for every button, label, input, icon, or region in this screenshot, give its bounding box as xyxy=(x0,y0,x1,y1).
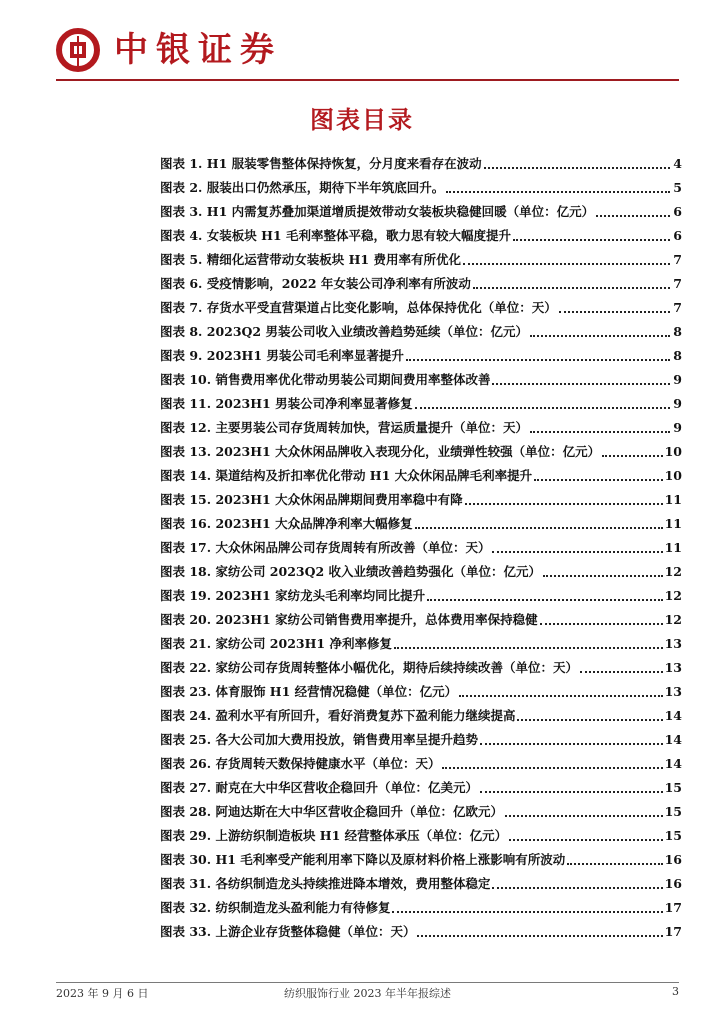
footer-report-title: 纺织服饰行业 2023 年半年报综述 xyxy=(284,987,451,1000)
page-footer xyxy=(56,985,679,1001)
toc-item-label: 图表 23. 体育服饰 H1 经营情况稳健（单位：亿元） xyxy=(160,684,458,699)
toc-dot-leader xyxy=(392,910,662,913)
toc-dot-leader xyxy=(480,742,663,745)
toc-item[interactable] xyxy=(160,535,682,559)
toc-item-page: 16 xyxy=(664,875,682,891)
toc-item[interactable] xyxy=(160,343,682,367)
toc-item-label: 图表 13. 2023H1 大众休闲品牌收入表现分化，业绩弹性较强（单位：亿元） xyxy=(160,444,601,459)
toc-dot-leader xyxy=(543,574,663,577)
toc-item[interactable] xyxy=(160,847,682,871)
toc-item-page: 15 xyxy=(664,827,682,843)
toc-item-page: 12 xyxy=(664,587,682,603)
toc-item[interactable] xyxy=(160,895,682,919)
toc-dot-leader xyxy=(530,334,670,337)
toc-item-page: 14 xyxy=(664,755,682,771)
toc-dot-leader xyxy=(442,766,662,769)
toc-item[interactable] xyxy=(160,751,682,775)
toc-item-label: 图表 7. 存货水平受直营渠道占比变化影响，总体保持优化（单位：天） xyxy=(160,300,557,315)
toc-dot-leader xyxy=(602,454,662,457)
toc-item-label: 图表 31. 各纺织制造龙头持续推进降本增效，费用整体稳定 xyxy=(160,876,491,891)
toc-item[interactable] xyxy=(160,775,682,799)
toc-dot-leader xyxy=(540,622,663,625)
toc-item-label: 图表 12. 主要男装公司存货周转加快，营运质量提升（单位：天） xyxy=(160,420,528,435)
header-divider xyxy=(56,79,679,81)
toc-item-page: 15 xyxy=(664,779,682,795)
toc-item-label: 图表 21. 家纺公司 2023H1 净利率修复 xyxy=(160,636,392,651)
toc-item-page: 16 xyxy=(664,851,682,867)
toc-item-page: 17 xyxy=(664,899,682,915)
toc-item-page: 4 xyxy=(673,155,682,171)
toc-dot-leader xyxy=(534,478,662,481)
toc-item[interactable] xyxy=(160,559,682,583)
toc-list xyxy=(160,151,682,943)
toc-dot-leader xyxy=(580,670,663,673)
brand-name: 中银证券 xyxy=(114,30,282,70)
toc-item-label: 图表 32. 纺织制造龙头盈利能力有待修复 xyxy=(160,900,391,915)
toc-item-label: 图表 19. 2023H1 家纺龙头毛利率均同比提升 xyxy=(160,588,426,603)
toc-item-page: 9 xyxy=(673,419,682,435)
toc-item[interactable] xyxy=(160,463,682,487)
toc-item[interactable] xyxy=(160,799,682,823)
toc-item-page: 17 xyxy=(664,923,682,939)
toc-item-label: 图表 4. 女装板块 H1 毛利率整体平稳，歌力思有较大幅度提升 xyxy=(160,228,511,243)
toc-item[interactable] xyxy=(160,919,682,943)
toc-item-label: 图表 3. H1 内需复苏叠加渠道增质提效带动女装板块稳健回暖（单位：亿元） xyxy=(160,204,595,219)
bank-of-china-logo-icon xyxy=(56,28,100,72)
toc-item-label: 图表 6. 受疫情影响，2022 年女装公司净利率有所波动 xyxy=(160,276,471,291)
toc-item-page: 11 xyxy=(664,515,682,531)
toc-item[interactable] xyxy=(160,175,682,199)
toc-item-label: 图表 16. 2023H1 大众品牌净利率大幅修复 xyxy=(160,516,413,531)
toc-dot-leader xyxy=(505,814,663,817)
toc-item[interactable] xyxy=(160,703,682,727)
toc-item-page: 5 xyxy=(673,179,682,195)
toc-item[interactable] xyxy=(160,655,682,679)
toc-item-label: 图表 24. 盈利水平有所回升，看好消费复苏下盈利能力继续提高 xyxy=(160,708,516,723)
toc-item[interactable] xyxy=(160,415,682,439)
toc-item[interactable] xyxy=(160,391,682,415)
toc-item-page: 13 xyxy=(664,635,682,651)
toc-dot-leader xyxy=(417,934,662,937)
toc-dot-leader xyxy=(559,310,670,313)
toc-item-page: 13 xyxy=(664,683,682,699)
toc-item[interactable] xyxy=(160,607,682,631)
toc-item-page: 6 xyxy=(673,203,682,219)
toc-item-label: 图表 11. 2023H1 男装公司净利率显著修复 xyxy=(160,396,413,411)
toc-item-page: 10 xyxy=(664,443,682,459)
toc-dot-leader xyxy=(459,694,662,697)
toc-item-page: 7 xyxy=(673,299,682,315)
toc-item-page: 8 xyxy=(673,323,682,339)
toc-dot-leader xyxy=(492,550,662,553)
toc-item[interactable] xyxy=(160,487,682,511)
toc-item[interactable] xyxy=(160,223,682,247)
toc-item-page: 11 xyxy=(664,539,682,555)
toc-item-label: 图表 14. 渠道结构及折扣率优化带动 H1 大众休闲品牌毛利率提升 xyxy=(160,468,533,483)
toc-dot-leader xyxy=(415,526,663,529)
toc-dot-leader xyxy=(480,790,663,793)
toc-item-page: 10 xyxy=(664,467,682,483)
page-header xyxy=(56,22,282,78)
toc-item-label: 图表 33. 上游企业存货整体稳健（单位：天） xyxy=(160,924,416,939)
toc-dot-leader xyxy=(394,646,663,649)
toc-item-label: 图表 27. 耐克在大中华区营收企稳回升（单位：亿美元） xyxy=(160,780,478,795)
toc-item-label: 图表 28. 阿迪达斯在大中华区营收企稳回升（单位：亿欧元） xyxy=(160,804,503,819)
toc-item-label: 图表 26. 存货周转天数保持健康水平（单位：天） xyxy=(160,756,441,771)
toc-item-page: 8 xyxy=(673,347,682,363)
toc-item-page: 14 xyxy=(664,731,682,747)
footer-divider xyxy=(56,982,679,983)
toc-item-page: 9 xyxy=(673,371,682,387)
toc-item-page: 14 xyxy=(664,707,682,723)
toc-item-label: 图表 18. 家纺公司 2023Q2 收入业绩改善趋势强化（单位：亿元） xyxy=(160,564,542,579)
toc-item-label: 图表 22. 家纺公司存货周转整体小幅优化，期待后续持续改善（单位：天） xyxy=(160,660,578,675)
toc-dot-leader xyxy=(446,190,670,193)
toc-item-label: 图表 1. H1 服装零售整体保持恢复，分月度来看存在波动 xyxy=(160,156,482,171)
toc-item[interactable] xyxy=(160,679,682,703)
toc-item-label: 图表 8. 2023Q2 男装公司收入业绩改善趋势延续（单位：亿元） xyxy=(160,324,528,339)
toc-item-label: 图表 15. 2023H1 大众休闲品牌期间费用率稳中有降 xyxy=(160,492,463,507)
toc-item-label: 图表 17. 大众休闲品牌公司存货周转有所改善（单位：天） xyxy=(160,540,491,555)
toc-item-page: 12 xyxy=(664,563,682,579)
toc-item-page: 7 xyxy=(673,275,682,291)
toc-item-page: 7 xyxy=(673,251,682,267)
toc-dot-leader xyxy=(567,862,662,865)
toc-item-label: 图表 20. 2023H1 家纺公司销售费用率提升，总体费用率保持稳健 xyxy=(160,612,538,627)
toc-item-page: 15 xyxy=(664,803,682,819)
toc-dot-leader xyxy=(492,382,670,385)
toc-item-page: 6 xyxy=(673,227,682,243)
toc-item-label: 图表 9. 2023H1 男装公司毛利率显著提升 xyxy=(160,348,404,363)
toc-item[interactable] xyxy=(160,319,682,343)
toc-item-label: 图表 5. 精细化运营带动女装板块 H1 费用率有所优化 xyxy=(160,252,461,267)
toc-item[interactable] xyxy=(160,631,682,655)
toc-item-page: 11 xyxy=(664,491,682,507)
toc-item-label: 图表 29. 上游纺织制造板块 H1 经营整体承压（单位：亿元） xyxy=(160,828,508,843)
logo-square-icon xyxy=(70,42,86,58)
toc-item-page: 12 xyxy=(664,611,682,627)
toc-item[interactable] xyxy=(160,247,682,271)
toc-item[interactable] xyxy=(160,199,682,223)
toc-item[interactable] xyxy=(160,295,682,319)
toc-item[interactable] xyxy=(160,271,682,295)
toc-dot-leader xyxy=(492,886,662,889)
toc-dot-leader xyxy=(596,214,670,217)
toc-item[interactable] xyxy=(160,871,682,895)
toc-item[interactable] xyxy=(160,151,682,175)
toc-item[interactable] xyxy=(160,583,682,607)
toc-item-page: 9 xyxy=(673,395,682,411)
toc-item[interactable] xyxy=(160,511,682,535)
toc-item-label: 图表 2. 服装出口仍然承压，期待下半年筑底回升。 xyxy=(160,180,445,195)
toc-dot-leader xyxy=(406,358,670,361)
footer-page-number: 3 xyxy=(672,985,679,998)
toc-dot-leader xyxy=(484,166,670,169)
toc-item[interactable] xyxy=(160,823,682,847)
toc-dot-leader xyxy=(415,406,670,409)
toc-item-label: 图表 25. 各大公司加大费用投放，销售费用率呈提升趋势 xyxy=(160,732,478,747)
toc-item-label: 图表 10. 销售费用率优化带动男装公司期间费用率整体改善 xyxy=(160,372,491,387)
toc-dot-leader xyxy=(463,262,670,265)
toc-item[interactable] xyxy=(160,367,682,391)
toc-dot-leader xyxy=(517,718,662,721)
toc-dot-leader xyxy=(530,430,670,433)
toc-title: 图表目录 xyxy=(310,105,414,134)
footer-date: 2023 年 9 月 6 日 xyxy=(56,987,149,1000)
toc-item[interactable] xyxy=(160,439,682,463)
toc-dot-leader xyxy=(473,286,670,289)
toc-item-page: 13 xyxy=(664,659,682,675)
toc-dot-leader xyxy=(509,838,662,841)
toc-dot-leader xyxy=(513,238,670,241)
toc-item[interactable] xyxy=(160,727,682,751)
toc-dot-leader xyxy=(427,598,662,601)
toc-item-label: 图表 30. H1 毛利率受产能利用率下降以及原材料价格上涨影响有所波动 xyxy=(160,852,566,867)
toc-dot-leader xyxy=(465,502,663,505)
